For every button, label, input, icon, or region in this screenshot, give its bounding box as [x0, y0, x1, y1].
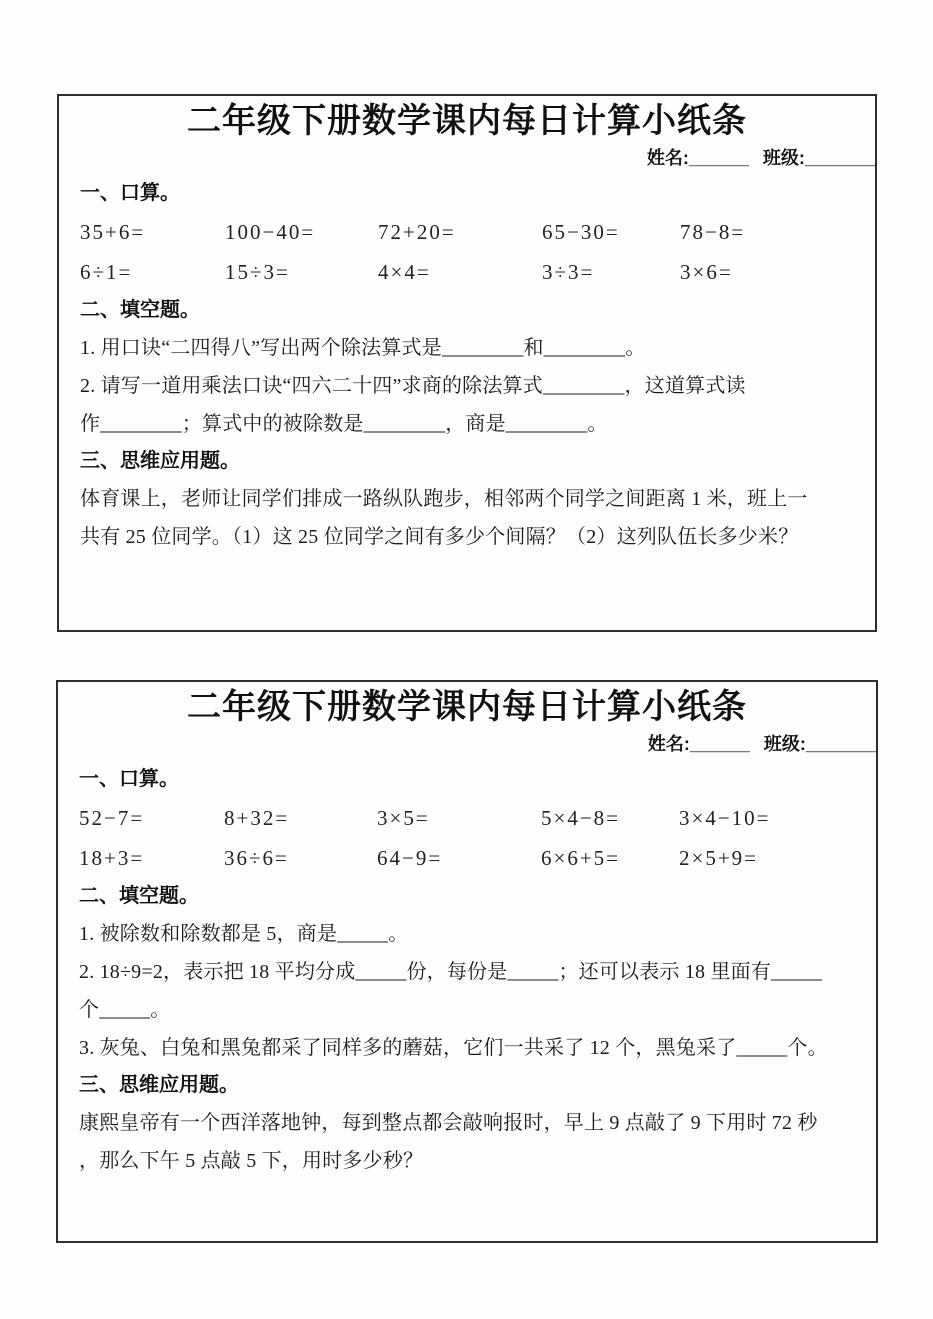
application-problem-line: 共有 25 位同学。（1）这 25 位同学之间有多少个间隔？（2）这列队伍长多少米？	[80, 526, 799, 548]
fill-question-line: 2. 请写一道用乘法口诀“四六二十四”求商的除法算式________，这道算式读	[80, 375, 746, 397]
name-blank: ______	[689, 734, 750, 754]
fill-question-line: 2. 18÷9=2，表示把 18 平均分成_____份，每份是_____；还可以表示 18 里面有_____	[79, 961, 823, 983]
class-label: 班级:	[763, 734, 806, 754]
worksheet-card-1	[57, 94, 877, 632]
oral-problem: 8+32=	[224, 806, 290, 830]
oral-section-heading: 一、口算。	[80, 182, 180, 204]
name-label: 姓名:	[647, 734, 690, 754]
application-problem-line: 体育课上，老师让同学们排成一路纵队跑步，相邻两个同学之间距离 1 米，班上一	[80, 488, 808, 510]
fill-section-heading: 二、填空题。	[80, 299, 200, 321]
worksheet-title: 二年级下册数学课内每日计算小纸条	[187, 102, 747, 140]
oral-problem: 52−7=	[79, 806, 145, 830]
oral-row-1	[79, 798, 864, 838]
oral-problem: 65−30=	[542, 220, 620, 244]
fill-question-line: 1. 被除数和除数都是 5，商是_____。	[79, 923, 409, 945]
worksheet-card-2	[56, 680, 878, 1243]
class-blank: _______	[804, 148, 875, 168]
oral-problem: 2×5+9=	[679, 846, 759, 870]
fill-question-line: 1. 用口诀“二四得八”写出两个除法算式是________和________。	[80, 337, 646, 359]
oral-problem: 6×6+5=	[541, 846, 621, 870]
fill-question-line: 3. 灰兔、白兔和黑兔都采了同样多的蘑菇，它们一共采了 12 个，黑兔采了_____个。	[79, 1037, 828, 1059]
oral-problem: 3×4−10=	[679, 806, 771, 830]
oral-problem: 36÷6=	[224, 846, 289, 870]
oral-section-heading: 一、口算。	[79, 768, 179, 790]
fill-question-line: 个_____。	[79, 999, 171, 1021]
name-label: 姓名:	[646, 148, 689, 168]
name-blank: ______	[688, 148, 749, 168]
student-info-row	[59, 145, 875, 171]
oral-problem: 35+6=	[80, 220, 146, 244]
card-body	[58, 757, 876, 1180]
oral-problem: 5×4−8=	[541, 806, 621, 830]
oral-row-1	[80, 212, 863, 252]
oral-problem: 78−8=	[680, 220, 746, 244]
oral-problem: 64−9=	[377, 846, 443, 870]
oral-row-2	[80, 252, 863, 292]
oral-problem: 15÷3=	[225, 260, 290, 284]
oral-problem: 6÷1=	[80, 260, 133, 284]
class-blank: _______	[805, 734, 876, 754]
oral-problem: 3÷3=	[542, 260, 595, 284]
application-problem-line: ，那么下午 5 点敲 5 下，用时多少秒？	[79, 1150, 424, 1172]
oral-problem: 18+3=	[79, 846, 145, 870]
oral-problem: 100−40=	[225, 220, 316, 244]
application-problem-line: 康熙皇帝有一个西洋落地钟，每到整点都会敲响报时，早上 9 点敲了 9 下用时 72 秒	[79, 1112, 818, 1134]
oral-problem: 4×4=	[378, 260, 431, 284]
oral-problem: 3×6=	[680, 260, 733, 284]
application-section-heading: 三、思维应用题。	[80, 450, 240, 472]
worksheet-title: 二年级下册数学课内每日计算小纸条	[187, 688, 747, 726]
oral-problem: 72+20=	[378, 220, 456, 244]
fill-question-line: 作________；算式中的被除数是________，商是________。	[80, 413, 608, 435]
fill-section-heading: 二、填空题。	[79, 885, 199, 907]
oral-row-2	[79, 838, 864, 878]
oral-problem: 3×5=	[377, 806, 430, 830]
student-info-row	[58, 731, 876, 757]
card-body	[59, 171, 875, 556]
application-section-heading: 三、思维应用题。	[79, 1074, 239, 1096]
class-label: 班级:	[762, 148, 805, 168]
